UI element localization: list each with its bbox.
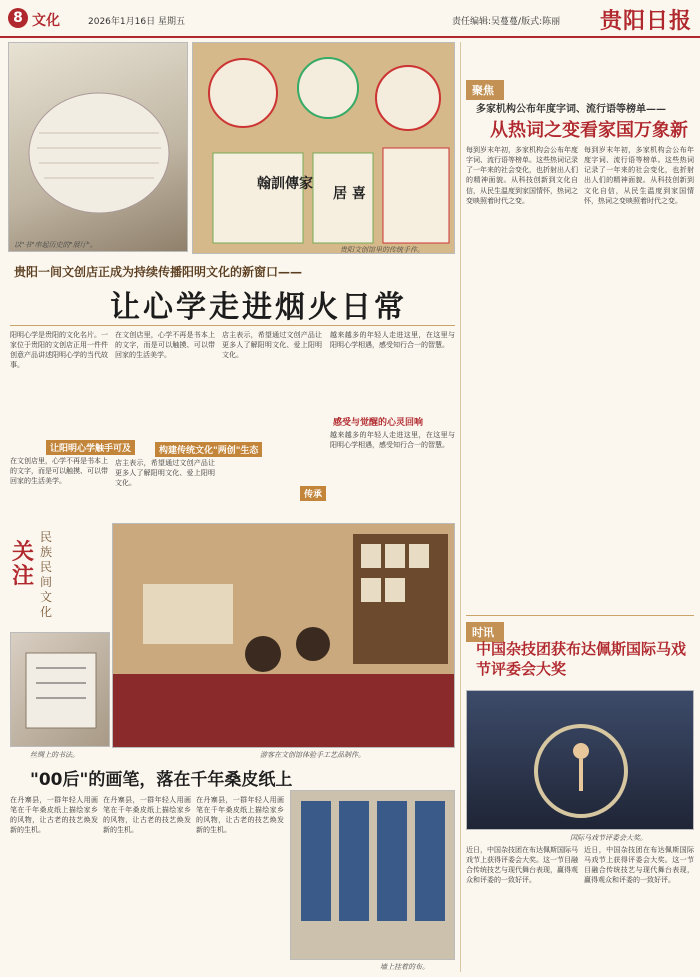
bottom-story-title: "00后"的画笔，落在千年桑皮纸上 — [30, 770, 293, 790]
focus-label-small: 民族民间文化 — [40, 530, 53, 619]
photo-circus — [466, 690, 694, 830]
divider — [466, 615, 694, 616]
section-name: 文化 — [32, 13, 60, 29]
section-label-news: 时讯 — [466, 622, 504, 642]
circus-graphic — [467, 691, 694, 830]
cloth-graphic — [291, 791, 455, 960]
bottom-story-body: 在丹寨县，一群年轻人用画笔在千年桑皮纸上描绘家乡的风物，让古老的技艺焕发新的生机。 — [10, 796, 98, 835]
paper-art-graphic — [193, 43, 455, 254]
photo-silk-calligraphy — [10, 632, 110, 747]
workshop-graphic — [113, 524, 455, 748]
main-story-body: 店主表示，希望通过文创产品让更多人了解阳明文化、爱上阳明文化。 — [222, 331, 322, 360]
subhead-2: 构建传统文化"两创"生态 — [155, 442, 262, 457]
photo-caption: 游客在文创馆体验手工艺品制作。 — [260, 751, 365, 759]
section-label-focus: 聚焦 — [466, 80, 504, 100]
right-top-body: 每到岁末年初，多家机构会公布年度字词、流行语等榜单。这些热词记录了一年来的社会变化，也折射出人们的精神面貌。从科技创新到文化自信，从民生温度到家国情怀，热词之变映照着时代之变。 — [466, 146, 578, 205]
right-top-kicker: 多家机构公布年度字词、流行语等榜单—— — [476, 104, 666, 115]
silk-graphic — [11, 633, 110, 747]
main-story-body: 阳明心学是贵阳的文化名片。一家位于贵阳的文创店正用一件件创意产品讲述阳明心学的当代故事。 — [10, 331, 108, 370]
photo-caption: 国际马戏节评委会大奖。 — [570, 834, 647, 842]
right-top-body: 每到岁末年初，多家机构会公布年度字词、流行语等榜单。这些热词记录了一年来的社会变化，也折射出人们的精神面貌。从科技创新到文化自信，从民生温度到家国情怀，热词之变映照着时代之变。 — [584, 146, 694, 205]
focus-label — [8, 520, 108, 630]
newspaper-logo: 贵阳日报 — [600, 8, 693, 34]
main-story-body: 越来越多的年轻人走进这里，在这里与阳明心学相遇，感受知行合一的智慧。 — [330, 431, 455, 450]
column-divider — [460, 42, 461, 972]
subhead-1: 让阳明心学触手可及 — [46, 440, 135, 455]
photo-book-sculpture — [8, 42, 188, 252]
main-story-body: 店主表示，希望通过文创产品让更多人了解阳明文化、爱上阳明文化。 — [115, 459, 215, 488]
divider — [10, 325, 455, 326]
right-bottom-body: 近日，中国杂技团在布达佩斯国际马戏节上获得评委会大奖。这一节目融合传统技艺与现代舞台表现，赢得观众和评委的一致好评。 — [584, 846, 694, 885]
page-number: 8 — [8, 8, 28, 28]
subhead-3: 感受与觉醒的心灵回响 — [333, 418, 424, 428]
subhead-4: 传承 — [300, 486, 326, 501]
book-sculpture-graphic — [9, 43, 188, 252]
banner-inset-1: 翰訓傳家 — [257, 176, 313, 192]
main-story-title: 让心学走进烟火日常 — [110, 290, 407, 325]
photo-caption: 贵阳文创馆里的传统手作。 — [340, 246, 424, 254]
photo-cloth-wall — [290, 790, 455, 960]
bottom-story-body: 在丹寨县，一群年轻人用画笔在千年桑皮纸上描绘家乡的风物，让古老的技艺焕发新的生机。 — [103, 796, 191, 835]
right-bottom-title: 中国杂技团获布达佩斯国际马戏节评委会大奖 — [476, 640, 687, 678]
editor-credits: 责任编辑:吴蔓蔓/版式:陈丽 — [452, 17, 561, 27]
main-story-kicker: 贵阳一间文创店正成为持续传播阳明文化的新窗口—— — [14, 265, 303, 279]
main-story-body: 越来越多的年轻人走进这里，在这里与阳明心学相遇，感受知行合一的智慧。 — [330, 331, 455, 350]
photo-caption: 以"书"串起历史的"展厅"。 — [14, 241, 97, 249]
photo-craft-workshop — [112, 523, 455, 748]
banner-inset-2: 居 喜 — [333, 186, 366, 202]
photo-caption: 丝绸上的书法。 — [30, 751, 79, 759]
bottom-story-body: 在丹寨县，一群年轻人用画笔在千年桑皮纸上描绘家乡的风物，让古老的技艺焕发新的生机。 — [196, 796, 284, 835]
main-story-body: 在文创店里，心学不再是书本上的文字，而是可以触摸、可以带回家的生活美学。 — [10, 457, 108, 486]
photo-caption: 墙上挂着的布。 — [380, 963, 429, 971]
photo-paper-art — [192, 42, 455, 254]
focus-label-big: 关注 — [12, 539, 35, 590]
right-top-title: 从热词之变看家国万象新 — [490, 120, 688, 141]
right-bottom-body: 近日，中国杂技团在布达佩斯国际马戏节上获得评委会大奖。这一节目融合传统技艺与现代舞台表现，赢得观众和评委的一致好评。 — [466, 846, 578, 885]
main-story-body: 在文创店里，心学不再是书本上的文字，而是可以触摸、可以带回家的生活美学。 — [115, 331, 215, 360]
issue-date: 2026年1月16日 星期五 — [88, 17, 185, 27]
